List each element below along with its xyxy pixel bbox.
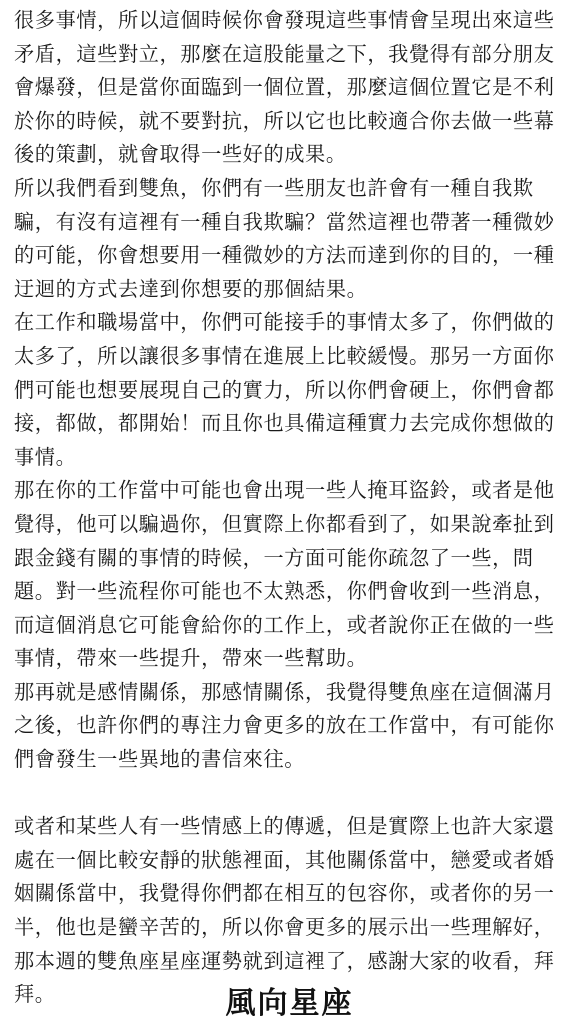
paragraph: 很多事情，所以這個時候你會發現這些事情會呈現出來這些矛盾，這些對立，那麼在這股能量之下，我覺得有部分朋友會爆發，但是當你面臨到一個位置，那麼這個位置它是不利於你的時候，就不要對抗，所以它也比較適合你去做一些幕後的策劃，就會取得一些好的成果。 [14,8,555,167]
paragraph: 所以我們看到雙魚，你們有一些朋友也許會有一種自我欺騙，有沒有這裡有一種自我欺騙？當然這裡也帶著一種微妙的可能，你會想要用一種微妙的方法而達到你的目的，一種迂迴的方式去達到你想要的那個結果。 [14,175,555,301]
paragraph: 在工作和職場當中，你們可能接手的事情太多了，你們做的太多了，所以讓很多事情在進展上比較緩慢。那另一方面你們可能也想要展現自己的實力，所以你們會硬上，你們會都接，都做，都開始！而且你也具備這種實力去完成你想做的事情。 [14,310,555,469]
paragraph: 或者和某些人有一些情感上的傳遞，但是實際上也許大家還處在一個比較安靜的狀態裡面，其他關係當中，戀愛或者婚姻關係當中，我覺得你們都在相互的包容你，或者你的另一半，他也是蠻辛苦的，所以你會更多的展示出一些理解好，那本週的雙魚座星座運勢就到這裡了，感謝大家的收看，拜拜。 [14,814,555,1007]
paragraph: 那在你的工作當中可能也會出現一些人掩耳盜鈴，或者是他覺得，他可以騙過你，但實際上你都看到了，如果說牽扯到跟金錢有關的事情的時候，一方面可能你疏忽了一些，問題。對一些流程你可能也不太熟悉，你們會收到一些消息，而這個消息它可能會給你的工作上，或者說你正在做的一些事情，帶來一些提升，帶來一些幫助。 [14,478,555,671]
brand-title: 風向星座 [225,986,354,1021]
article-body [14,4,570,1012]
paragraph: 那再就是感情關係，那感情關係，我覺得雙魚座在這個滿月之後，也許你們的專注力會更多的放在工作當中，有可能你們會發生一些異地的書信來往。 [14,679,555,772]
